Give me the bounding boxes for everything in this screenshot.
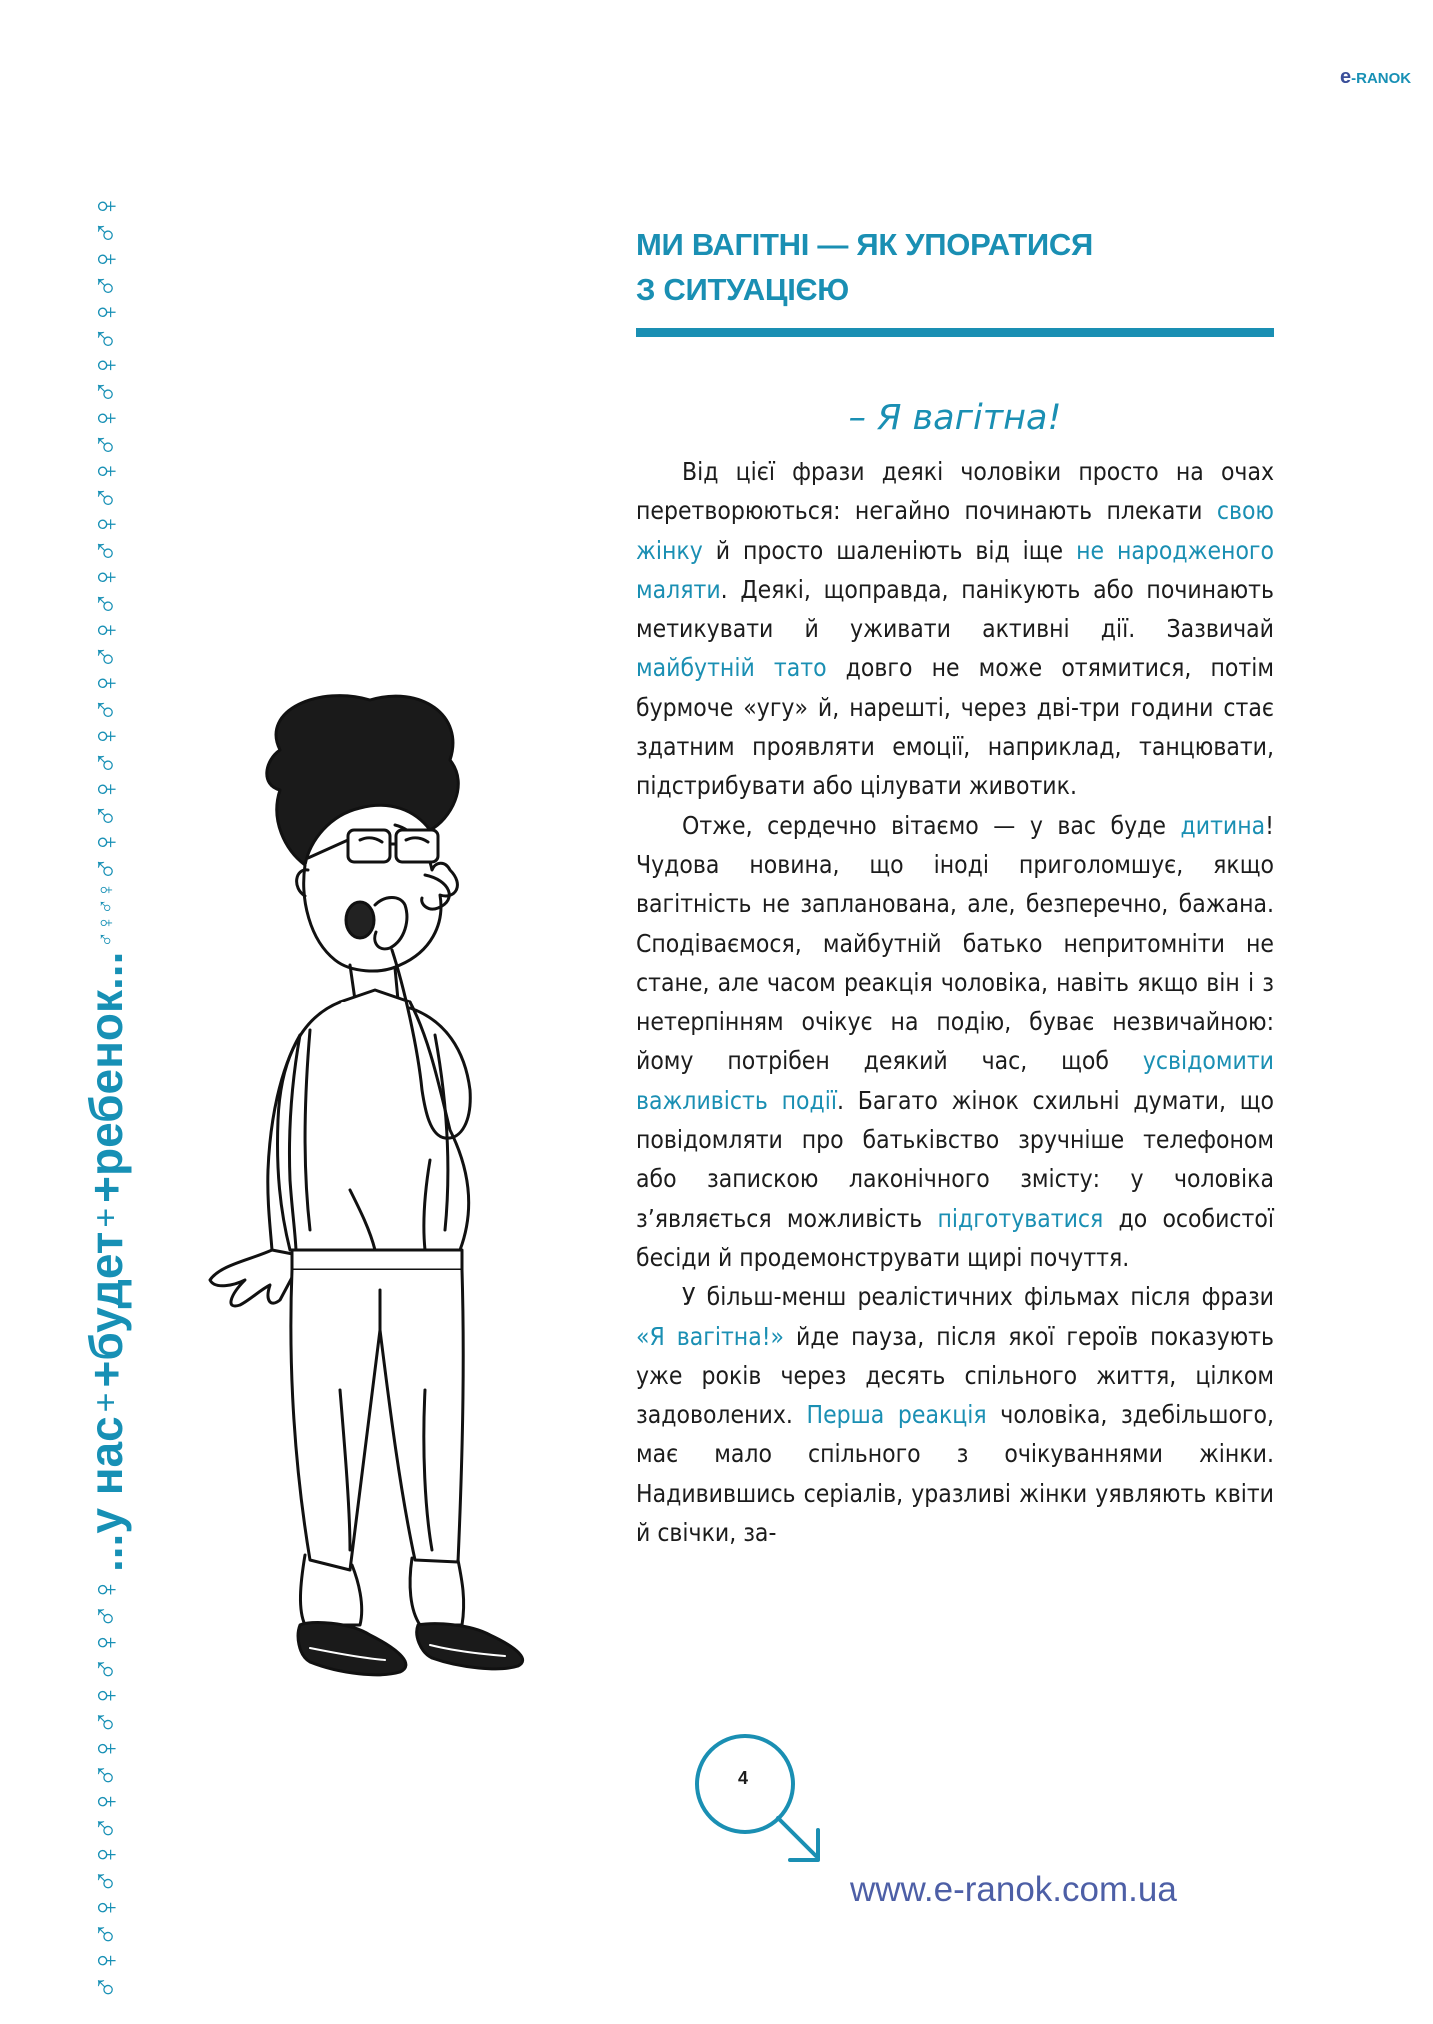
paragraph-2 — [636, 806, 1274, 1278]
page-number-badge — [678, 1732, 828, 1882]
section-title — [636, 222, 1276, 312]
text-run: . Багато жінок схильні думати, що повідомляти про батьківство зручніше телефоном або запискою лаконічного змісту: у чоловіка з’являється можливість — [636, 1085, 1275, 1233]
highlight: «Я вагітна!» — [636, 1321, 785, 1351]
side-decorative-strip — [78, 40, 134, 2000]
highlight: усвідомити важливість події — [636, 1046, 1274, 1115]
title-divider — [636, 328, 1274, 337]
strip-plus-2: + — [86, 1206, 125, 1228]
text-run: Отже, сердечно вітаємо — у вас буде — [682, 810, 1181, 840]
text-run: Від цієї фрази деякі чоловіки просто на очах перетворюються: негайно починають плекати — [636, 457, 1274, 526]
page-number: 4 — [738, 1768, 749, 1788]
paragraph-1 — [636, 452, 1274, 806]
male-symbol-icon — [678, 1732, 828, 1882]
text-run: У більш-менш реалістичних фільмах після фрази — [682, 1282, 1274, 1312]
highlight: не народженого маляти — [636, 535, 1274, 604]
highlight: майбутній тато — [636, 653, 827, 683]
section-subtitle: – Я вагітна! — [848, 398, 1062, 438]
gender-symbols-trail: ♂♀♂♀♂♀♂♀♂♀♂♀♂♀♂♀♂♀♂♀♂♀♂♀♂♀ — [86, 192, 125, 882]
highlight: підготуватися — [937, 1203, 1104, 1233]
text-run: довго не може отямитися, потім бурмоче «угу» й, нарешті, через дві-три години стає здатним проявляти емоції, наприклад, танцювати, підстрибувати або цілувати животик. — [636, 653, 1274, 801]
highlight: дитина — [1180, 810, 1266, 840]
highlight: свою жінку — [636, 496, 1274, 565]
logo-e-icon: e — [1340, 66, 1352, 88]
text-run: . Деякі, щоправда, панікують або починають метикувати й уживати активні дії. Зазвичай — [636, 574, 1274, 644]
section-title-line-1: МИ ВАГІТНІ — ЯК УПОРАТИСЯ — [636, 227, 1093, 262]
strip-text-budet: +будет — [80, 1231, 132, 1388]
strip-text-rebenok: +ребенок... — [80, 951, 132, 1203]
paragraph-3 — [636, 1277, 1274, 1552]
gender-symbols-small: ♂♀♂♀ — [93, 881, 118, 948]
text-run: ! Чудова новина, що іноді приголомшує, якщо вагітність не запланована, але, безперечно, бажана. Сподіваємося, майбутній батько непритомніти не стане, але часом реакція чоловіка, навіть якщо він і з нетерпінням очікує на подію, буває незвичайною: йому потрібен деякий час, щоб — [636, 810, 1274, 1076]
article-body — [636, 452, 1274, 1552]
section-title-line-2: З СИТУАЦІЄЮ — [636, 272, 849, 307]
highlight: Перша реакція — [806, 1400, 987, 1430]
publisher-logo — [1340, 66, 1411, 89]
strip-text-u-nas: ...у нас — [80, 1416, 132, 1572]
surprised-father-illustration — [200, 690, 600, 1700]
text-run: чоловіка, здебільшого, має мало спільного з очікуваннями жінки. Надивившись серіалів, уразливі жінки уявляють квіти й свічки, за- — [636, 1400, 1274, 1548]
website-url[interactable]: www.e-ranok.com.ua — [850, 1870, 1177, 1909]
text-run: йде пауза, після якої героїв показують уже років через десять спільного життя, цілком задоволених. — [636, 1321, 1274, 1430]
gender-symbols-lead: ♂♀♂♀♂♀♂♀♂♀♂♀♂♀♂♀ — [86, 1576, 125, 2000]
text-run: й просто шаленіють від іще — [702, 535, 1077, 565]
text-run: до особистої бесіди й продемонструвати щирі почуття. — [636, 1203, 1274, 1272]
strip-plus-1: + — [86, 1391, 125, 1413]
logo-text: -RANOK — [1351, 70, 1412, 87]
